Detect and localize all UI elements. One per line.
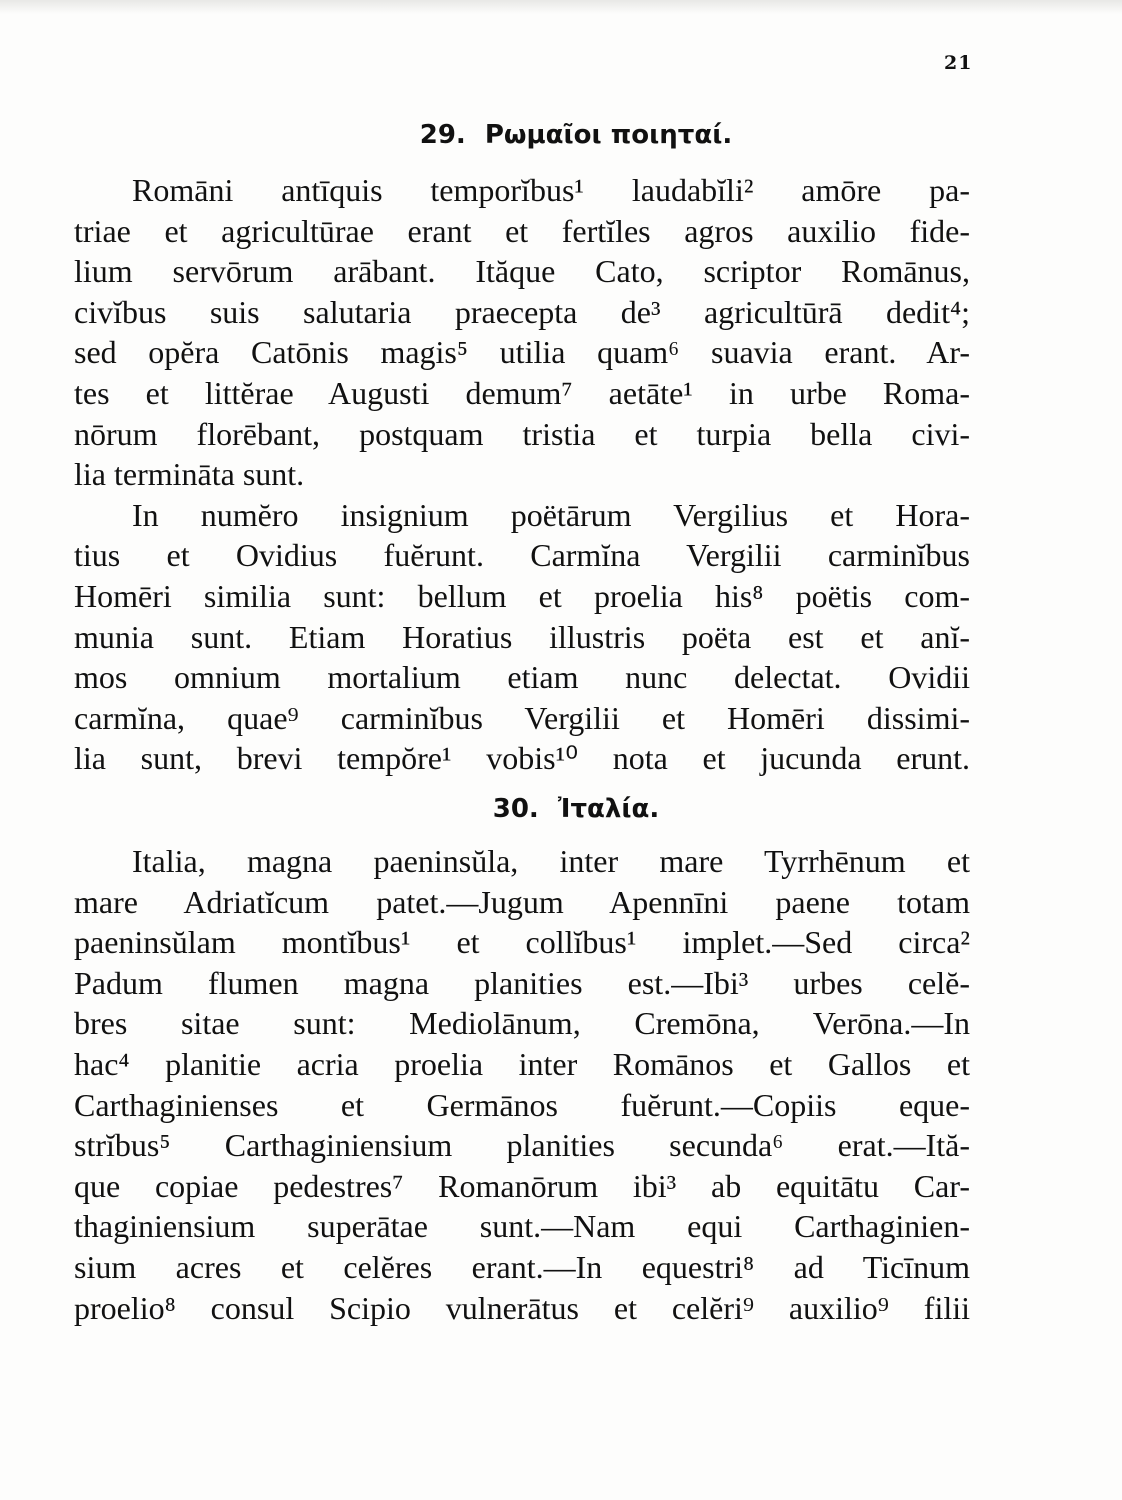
text-line: strĭbus⁵ Carthaginiensium planities secunda⁶ erat.—Ită- bbox=[74, 1127, 970, 1164]
text-line: civĭbus suis salutaria praecepta de³ agricultūrā dedit⁴; bbox=[74, 293, 970, 330]
paragraph bbox=[74, 841, 970, 1328]
text-line: bres sitae sunt: Mediolānum, Cremōna, Verōna.—In bbox=[74, 1005, 970, 1042]
text-line: triae et agricultūrae erant et fertĭles agros auxilio fide- bbox=[74, 212, 970, 249]
text-line: tius et Ovidius fuĕrunt. Carmĭna Vergilii carminĭbus bbox=[74, 537, 970, 574]
text-line: Homēri similia sunt: bellum et proelia his⁸ poëtis com- bbox=[74, 577, 970, 614]
paragraph bbox=[74, 170, 970, 495]
text-line: In numĕro insignium poëtārum Vergilius et Hora- bbox=[132, 496, 970, 533]
text-line: paeninsŭlam montĭbus¹ et collĭbus¹ implet.—Sed circa² bbox=[74, 924, 970, 961]
section-body-29 bbox=[74, 170, 970, 779]
text-line: carmĭna, quae⁹ carminĭbus Vergilii et Homēri dissimi- bbox=[74, 699, 970, 736]
section-number: 30. bbox=[492, 794, 539, 824]
text-line: Padum flumen magna planities est.—Ibi³ urbes celĕ- bbox=[74, 964, 970, 1001]
text-line: munia sunt. Etiam Horatius illustris poëta est et anĭ- bbox=[74, 618, 970, 655]
text-line: sed opĕra Catōnis magis⁵ utilia quam⁶ suavia erant. Ar- bbox=[74, 334, 970, 371]
section-heading-29 bbox=[0, 120, 1122, 150]
text-line: sium acres et celĕres erant.—In equestri⁸ ad Ticīnum bbox=[74, 1248, 970, 1285]
section-title: Ρωμαῖοι ποιηταί. bbox=[484, 120, 733, 150]
text-line: lia termināta sunt. bbox=[74, 456, 305, 493]
text-line: Carthaginienses et Germānos fuĕrunt.—Copiis eque- bbox=[74, 1086, 970, 1123]
text-line: Italia, magna paeninsŭla, inter mare Tyrrhēnum et bbox=[132, 843, 970, 879]
text-line: Romāni antīquis temporĭbus¹ laudabĭli² amōre pa- bbox=[132, 172, 970, 208]
scan-edge-shadow bbox=[0, 0, 1122, 14]
text-line: hac⁴ planitie acria proelia inter Romānos et Gallos et bbox=[74, 1045, 970, 1082]
text-line: proelio⁸ consul Scipio vulnerātus et celĕri⁹ auxilio⁹ filii bbox=[74, 1289, 970, 1326]
text-line: mare Adriatĭcum patet.—Jugum Apennīni paene totam bbox=[74, 883, 970, 920]
paragraph bbox=[74, 495, 970, 779]
text-line: tes et littĕrae Augusti demum⁷ aetāte¹ in urbe Roma- bbox=[74, 374, 970, 411]
section-heading-30 bbox=[0, 794, 1122, 824]
section-body-30 bbox=[74, 841, 970, 1328]
text-line: lium servōrum arābant. Ităque Cato, scriptor Romānus, bbox=[74, 253, 970, 290]
text-line: thaginiensium superātae sunt.—Nam equi Carthaginien- bbox=[74, 1208, 970, 1245]
page-number: 21 bbox=[944, 52, 973, 74]
section-number: 29. bbox=[419, 120, 466, 150]
text-line: lia sunt, brevi tempŏre¹ vobis¹⁰ nota et jucunda erunt. bbox=[74, 740, 970, 777]
text-line: nōrum florēbant, postquam tristia et turpia bella civi- bbox=[74, 415, 970, 452]
text-line: mos omnium mortalium etiam nunc delectat. Ovidii bbox=[74, 659, 970, 696]
section-title: Ἰταλία. bbox=[557, 794, 660, 824]
text-line: que copiae pedestres⁷ Romanōrum ibi³ ab equitātu Car- bbox=[74, 1167, 970, 1204]
